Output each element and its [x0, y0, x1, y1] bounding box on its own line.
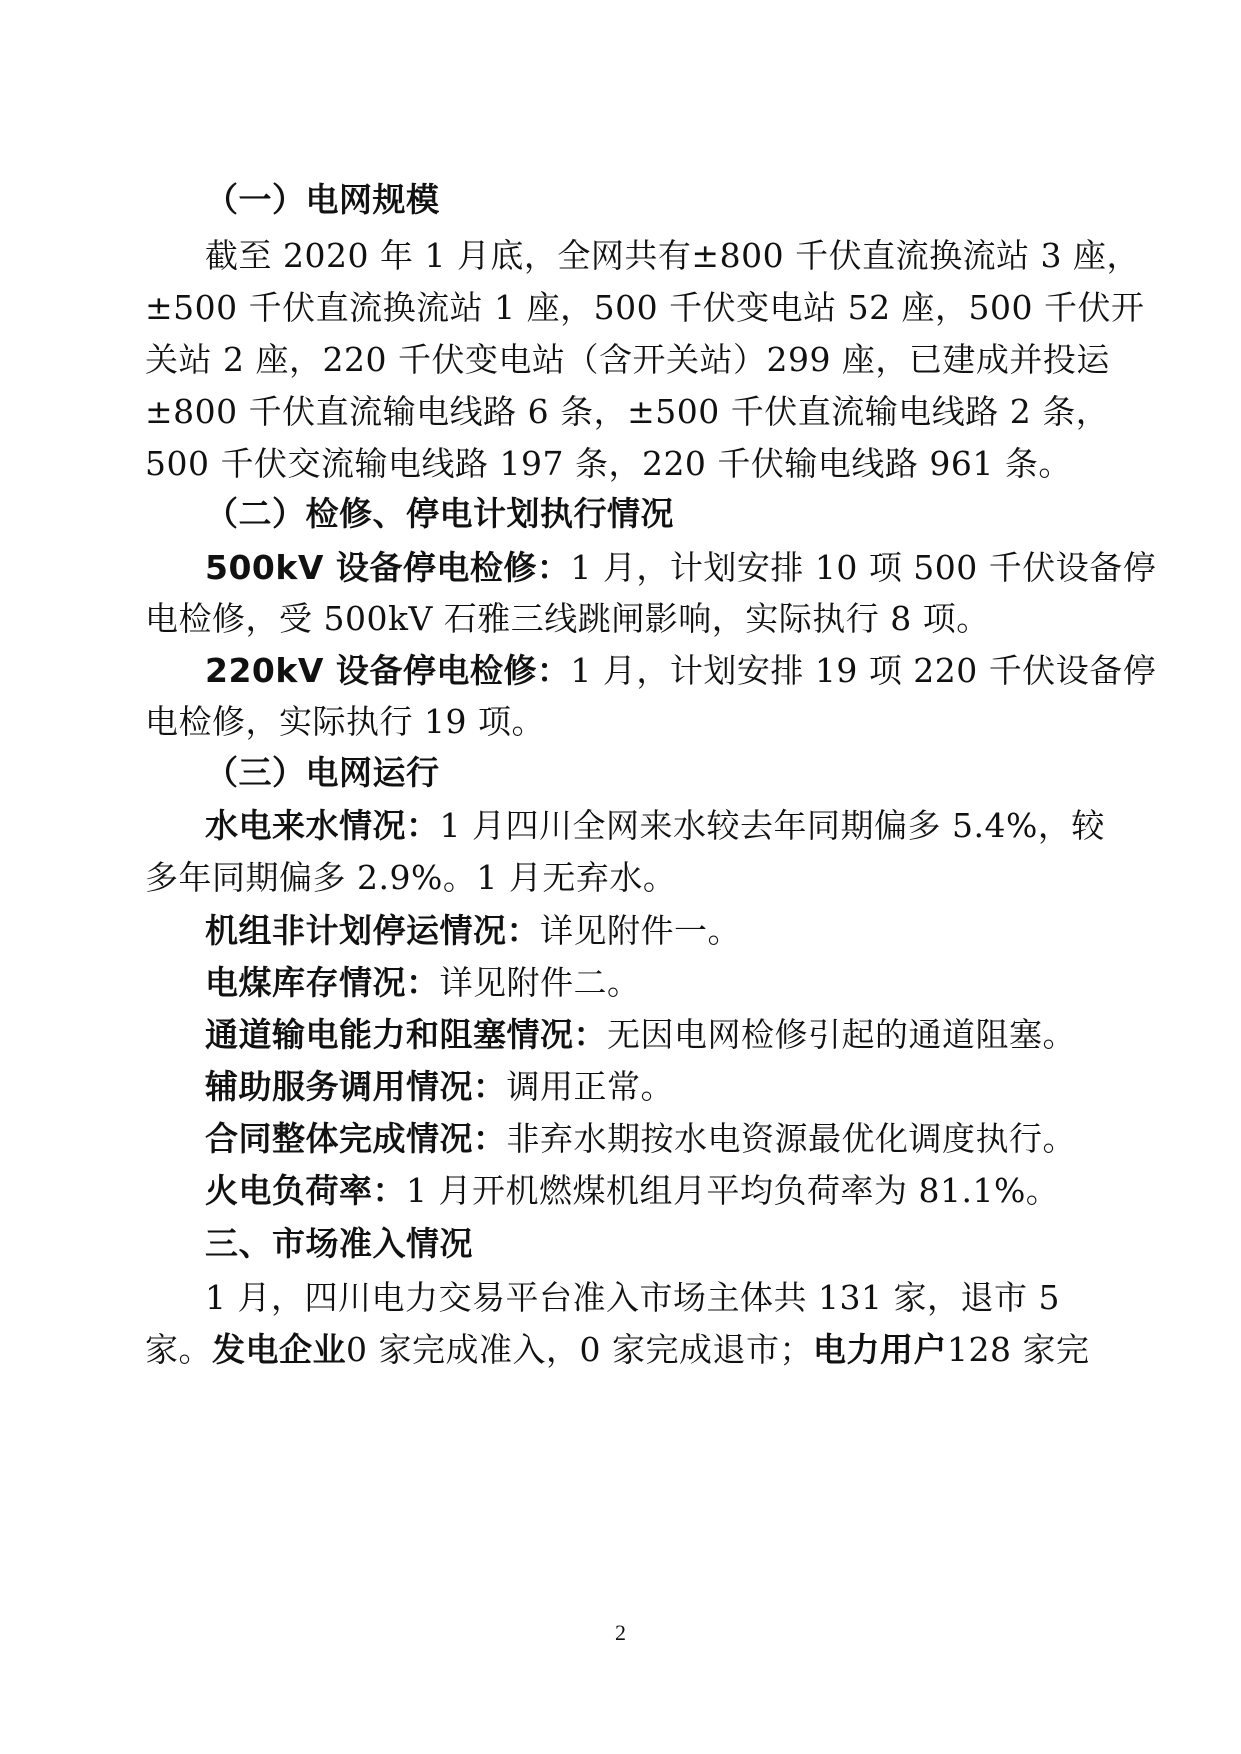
heading-grid-scale [205, 172, 440, 228]
heading-market-access [205, 1216, 473, 1272]
paragraph-line [145, 280, 1145, 336]
heading-text: （二）检修、停电计划执行情况 [205, 494, 674, 533]
paragraph-text: 1 月开机燃煤机组月平均负荷率为 81.1%。 [406, 1171, 1060, 1210]
paragraph-text: 电检修，实际执行 19 项。 [145, 702, 545, 741]
paragraph-text: 详见附件二。 [439, 963, 641, 1002]
inline-label: 辅助服务调用情况： [205, 1067, 507, 1106]
paragraph-text: 1 月四川全网来水较去年同期偏多 5.4%，较 [439, 806, 1105, 845]
paragraph-line [205, 955, 641, 1011]
paragraph-text: 调用正常。 [506, 1067, 674, 1106]
paragraph-line [205, 540, 1156, 596]
inline-label: 电力用户 [812, 1330, 947, 1369]
heading-text: （三）电网运行 [205, 753, 440, 792]
inline-label: 机组非计划停运情况： [205, 911, 540, 950]
paragraph-line [145, 591, 990, 647]
paragraph-line [145, 384, 1109, 440]
inline-label: 电煤库存情况： [205, 963, 440, 1002]
heading-grid-operation [205, 745, 440, 801]
inline-label: 火电负荷率： [205, 1171, 406, 1210]
paragraph-line [205, 643, 1156, 699]
paragraph-line [205, 903, 741, 959]
paragraph-line [145, 694, 545, 750]
paragraph-text: 关站 2 座，220 千伏变电站（含开关站）299 座，已建成并投运 [145, 340, 1110, 379]
paragraph-line [205, 1111, 1076, 1167]
paragraph-text: 0 家完成准入，0 家完成退市； [346, 1330, 813, 1369]
inline-label: 220kV 设备停电检修： [205, 651, 571, 690]
paragraph-text: 多年同期偏多 2.9%。1 月无弃水。 [145, 858, 677, 897]
paragraph-line [205, 798, 1105, 854]
paragraph-text: 详见附件一。 [540, 911, 741, 950]
paragraph-line [145, 1322, 1089, 1378]
paragraph-text: ±800 千伏直流输电线路 6 条，±500 千伏直流输电线路 2 条， [145, 392, 1110, 431]
page-number: 2 [615, 1620, 626, 1645]
paragraph-text: 500 千伏交流输电线路 197 条，220 千伏输电线路 961 条。 [145, 444, 1072, 483]
paragraph-text: ±500 千伏直流换流站 1 座，500 千伏变电站 52 座，500 千伏开 [145, 288, 1145, 327]
paragraph-line [205, 1059, 674, 1115]
paragraph-line [205, 1270, 1060, 1326]
paragraph-text: 128 家完 [946, 1330, 1090, 1369]
paragraph-line [145, 436, 1072, 492]
paragraph-line [205, 1163, 1059, 1219]
paragraph-line [145, 332, 1110, 388]
paragraph-text: 1 月，四川电力交易平台准入市场主体共 131 家，退市 5 [205, 1278, 1060, 1317]
paragraph-text: 电检修，受 500kV 石雅三线跳闸影响，实际执行 8 项。 [145, 599, 990, 638]
inline-label: 合同整体完成情况： [205, 1119, 507, 1158]
paragraph-line [205, 228, 1140, 284]
paragraph-text: 截至 2020 年 1 月底，全网共有±800 千伏直流换流站 3 座， [205, 236, 1141, 275]
inline-label: 水电来水情况： [205, 806, 440, 845]
paragraph-text: 家。 [145, 1330, 212, 1369]
inline-label: 通道输电能力和阻塞情况： [205, 1015, 607, 1054]
paragraph-text: 1 月，计划安排 10 项 500 千伏设备停 [570, 548, 1157, 587]
paragraph-text: 1 月，计划安排 19 项 220 千伏设备停 [570, 651, 1157, 690]
inline-label: 500kV 设备停电检修： [205, 548, 571, 587]
inline-label: 发电企业 [212, 1330, 346, 1369]
heading-text: 三、市场准入情况 [205, 1224, 473, 1263]
paragraph-text: 非弃水期按水电资源最优化调度执行。 [506, 1119, 1076, 1158]
paragraph-text: 无因电网检修引起的通道阻塞。 [607, 1015, 1076, 1054]
heading-maintenance [205, 486, 674, 542]
heading-text: （一）电网规模 [205, 180, 440, 219]
paragraph-line [145, 850, 676, 906]
paragraph-line [205, 1007, 1076, 1063]
